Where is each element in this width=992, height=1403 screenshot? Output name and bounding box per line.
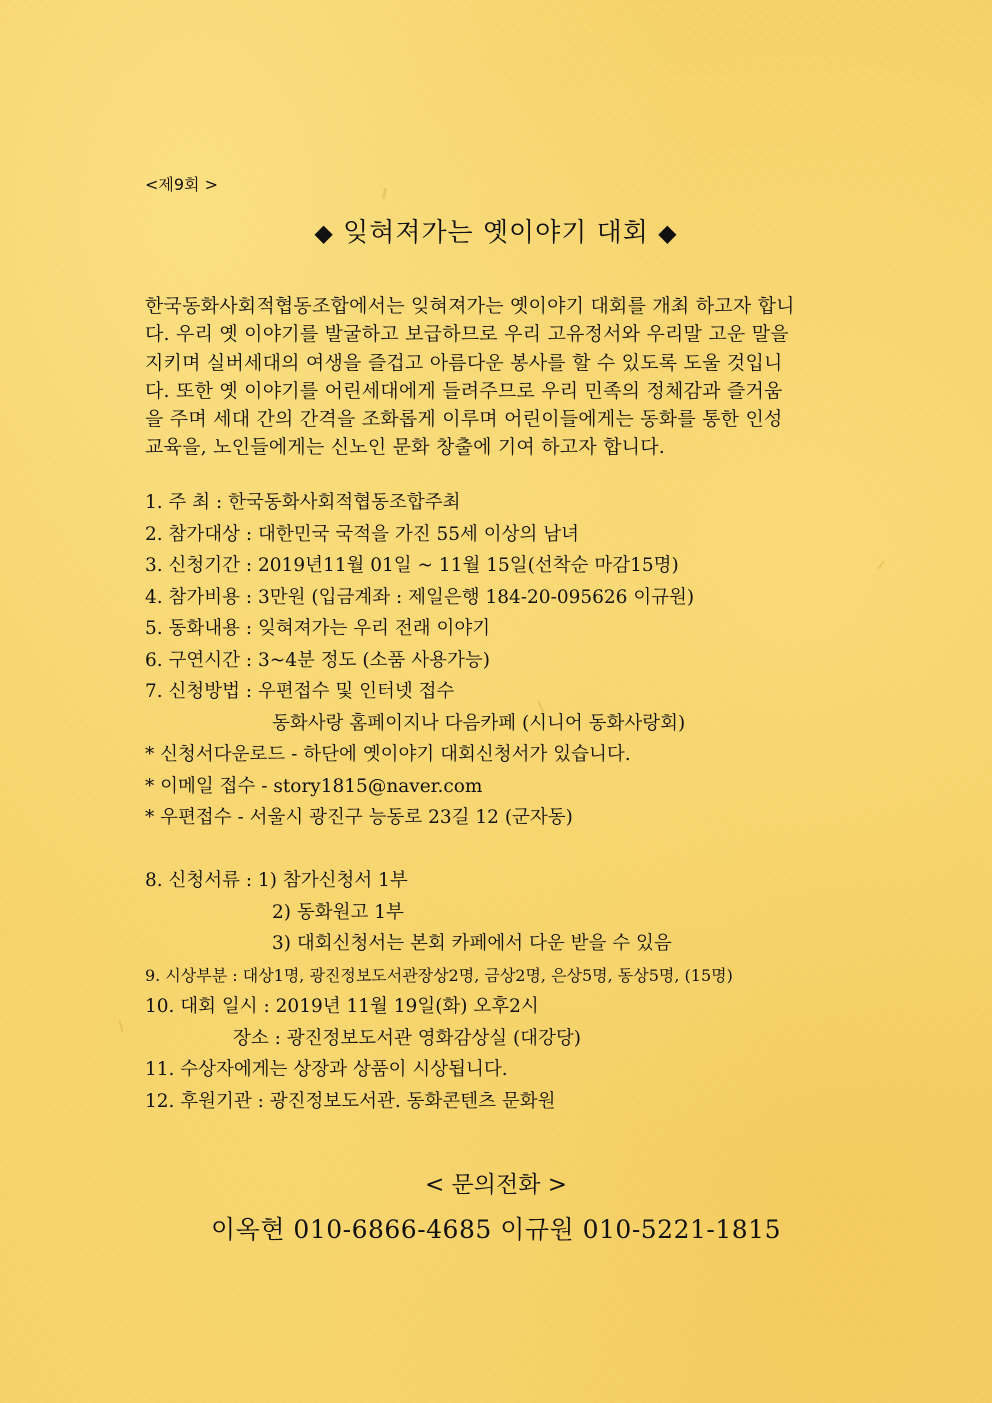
list-item-documents-2: 2) 동화원고 1부 [272, 901, 404, 923]
paper-fiber [877, 561, 885, 570]
list-item-method: 7. 신청방법 : 우편접수 및 인터넷 접수 [145, 681, 455, 702]
intro-line: 다. 또한 옛 이야기를 어린세대에게 들려주므로 우리 민족의 정체감과 즐거움 [145, 379, 783, 402]
title-text: 잊혀져가는 옛이야기 대회 [343, 218, 649, 248]
list-item-content: 5. 동화내용 : 잊혀져가는 우리 전래 이야기 [145, 618, 491, 639]
list-item-awards: 9. 시상부분 : 대상1명, 광진정보도서관장상2명, 금상2명, 은상5명, 동상5명, (15명) [145, 966, 733, 985]
intro-line: 교육을, 노인들에게는 신노인 문화 창출에 기여 하고자 합니다. [145, 436, 666, 459]
edition-label: <제9회 > [145, 175, 218, 194]
list-item-period: 3. 신청기간 : 2019년11월 01일 ~ 11월 15일(선착순 마감15명) [145, 555, 679, 576]
contact-phones: 이옥현 010-6866-4685 이규원 010-5221-1815 [211, 1215, 781, 1244]
intro-line: 다. 우리 옛 이야기를 발굴하고 보급하므로 우리 고유정서와 우리말 고운 말을 [145, 323, 789, 346]
list-item-organizer: 1. 주 최 : 한국동화사회적협동조합주최 [145, 492, 461, 513]
list-item-download: * 신청서다운로드 - 하단에 옛이야기 대회신청서가 있습니다. [145, 744, 631, 765]
list-item-fee: 4. 참가비용 : 3만원 (입금계좌 : 제일은행 184-20-095626 이규원) [145, 586, 695, 608]
intro-line: 한국동화사회적협동조합에서는 잊혀져가는 옛이야기 대회를 개최 하고자 합니 [145, 295, 795, 317]
intro-line: 지키며 실버세대의 여생을 즐겁고 아름다운 봉사를 할 수 있도록 도울 것입니 [145, 351, 783, 374]
diamond-icon: ◆ [658, 219, 678, 247]
list-item-email: * 이메일 접수 - story1815@naver.com [145, 775, 483, 797]
list-item-duration: 6. 구연시간 : 3~4분 정도 (소품 사용가능) [145, 649, 490, 671]
list-item-mail: * 우편접수 - 서울시 광진구 능동로 23길 12 (군자동) [145, 807, 573, 828]
list-item-eligibility: 2. 참가대상 : 대한민국 국적을 가진 55세 이상의 남녀 [145, 523, 580, 545]
diamond-icon: ◆ [314, 219, 334, 247]
list-item-sponsor: 12. 후원기관 : 광진정보도서관. 동화콘텐츠 문화원 [145, 1090, 556, 1112]
list-item-documents-3: 3) 대회신청서는 본회 카페에서 다운 받을 수 있음 [272, 933, 672, 954]
paper-fiber [382, 188, 387, 199]
list-item-date: 10. 대회 일시 : 2019년 11월 19일(화) 오후2시 [145, 996, 539, 1017]
list-item-method-detail: 동화사랑 홈페이지나 다음카페 (시니어 동화사랑회) [272, 712, 686, 734]
paper-fiber [118, 1020, 123, 1032]
intro-paragraph [145, 292, 851, 462]
list-item-documents: 8. 신청서류 : 1) 참가신청서 1부 [145, 870, 408, 891]
page-title [145, 212, 847, 249]
list-item-venue: 장소 : 광진정보도서관 영화감상실 (대강당) [233, 1027, 581, 1049]
intro-line: 을 주며 세대 간의 간격을 조화롭게 이루며 어린이들에게는 동화를 통한 인성 [145, 408, 783, 431]
list-item-prizes: 11. 수상자에게는 상장과 상품이 시상됩니다. [145, 1059, 508, 1080]
contact-heading: < 문의전화 > [424, 1172, 568, 1198]
